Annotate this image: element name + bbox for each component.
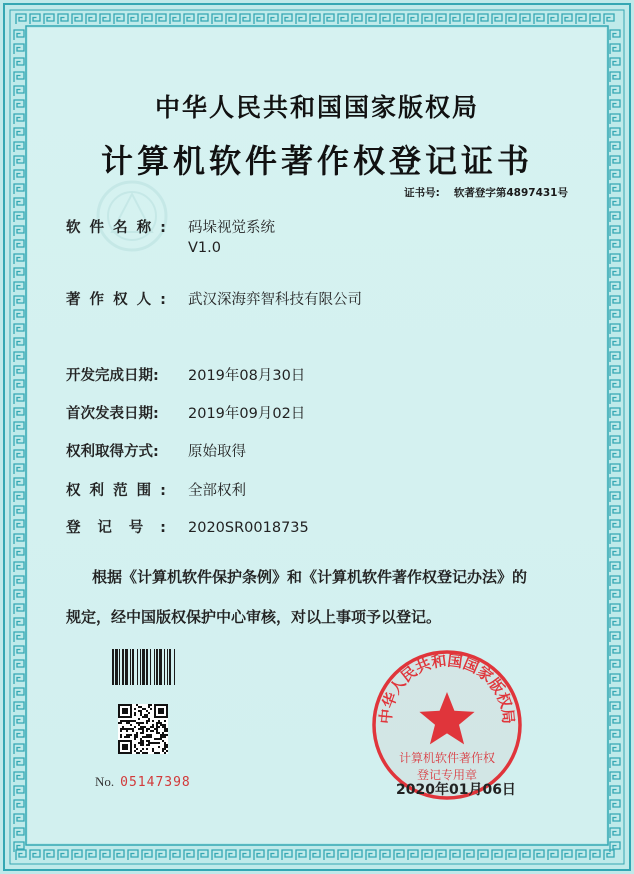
field-acquisition-method [66,442,246,462]
field-completion-date [66,366,305,386]
certificate-title: 计算机软件著作权登记证书 [100,142,533,180]
seal-arc-text: 中华人民共和国国家版权局 [376,651,518,725]
copyright-owner-label: 著作权人: [66,292,166,308]
seal-line-2: 登记专用章 [416,768,478,782]
first-publication-date-value: 2019年09月02日 [188,406,306,422]
field-copyright-owner [66,290,362,310]
copyright-owner-value: 武汉深海弈智科技有限公司 [188,292,362,308]
software-name-values [188,218,275,258]
certificate-number [404,185,568,200]
qr-code-icon [118,704,168,754]
field-first-publication-date [66,404,305,424]
rights-scope-value: 全部权利 [188,483,246,499]
completion-date-value: 2019年08月30日 [188,368,306,384]
declaration-line-1: 根据《计算机软件保护条例》和《计算机软件著作权登记办法》的 [92,568,528,586]
serial-number-label: No. [95,774,115,789]
registration-number-label: 登记号: [66,520,166,536]
registration-number-value: 2020SR0018735 [188,520,309,536]
certificate-number-value: 软著登字第4897431号 [453,187,568,199]
barcode-icon [112,649,192,685]
field-software-name [66,218,275,258]
certificate-number-label: 证书号: [404,187,440,199]
declaration-line-2: 规定，经中国版权保护中心审核，对以上事项予以登记。 [66,608,442,626]
completion-date-label: 开发完成日期: [66,368,159,384]
serial-number [95,774,191,790]
serial-number-value: 05147398 [120,775,191,790]
issuer-heading: 中华人民共和国国家版权局 [154,93,479,122]
acquisition-method-label: 权利取得方式: [66,444,159,460]
seal-line-1: 计算机软件著作权 [398,751,496,765]
first-publication-date-label: 首次发表日期: [66,406,159,422]
software-name-label: 软件名称: [66,220,166,236]
issue-date: 2020年01月06日 [396,782,516,798]
acquisition-method-value: 原始取得 [188,444,246,460]
software-name-value: 码垛视觉系统 [188,220,275,236]
rights-scope-label: 权利范围: [66,483,166,499]
software-version-value: V1.0 [188,240,221,256]
field-registration-number [66,518,309,538]
field-rights-scope [66,481,246,501]
